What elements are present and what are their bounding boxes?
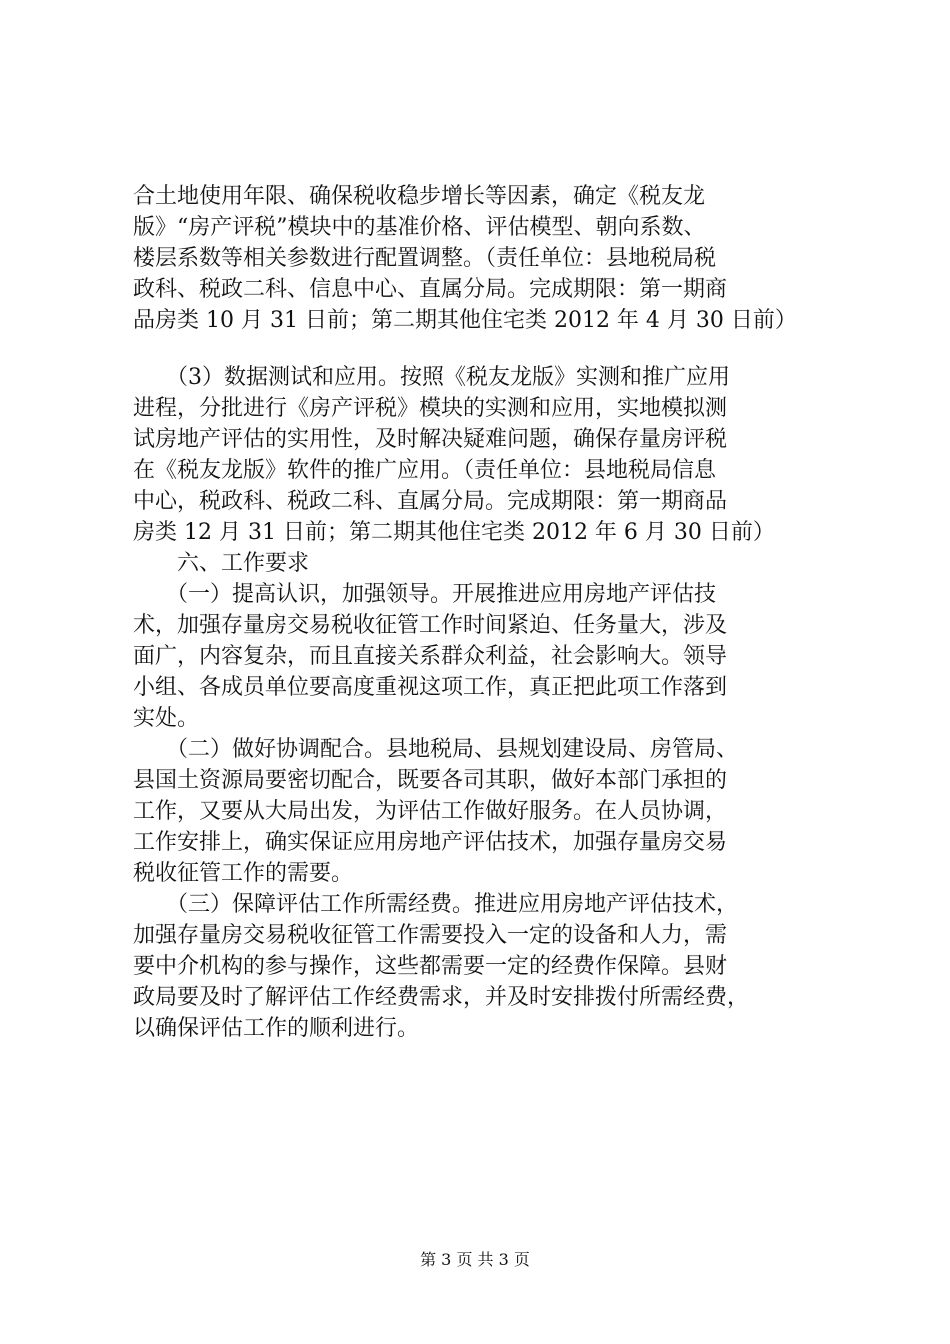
text-line: （二）做好协调配合。县地税局、县规划建设局、房管局、 [133, 737, 739, 762]
text-line: 进程，分批进行《房产评税》模块的实测和应用，实地模拟测 [133, 396, 728, 421]
section-heading: 六、工作要求 [133, 551, 310, 576]
text-line: 在《税友龙版》软件的推广应用。（责任单位：县地税局信息 [133, 458, 717, 483]
text-line: 税收征管工作的需要。 [133, 861, 354, 886]
text-line: 楼层系数等相关参数进行配置调整。（责任单位：县地税局税 [133, 246, 717, 271]
text-line: 县国土资源局要密切配合，既要各司其职，做好本部门承担的 [133, 768, 728, 793]
text-line: 实处。 [133, 706, 200, 731]
paragraph-block-1 [133, 181, 833, 336]
text-line: 小组、各成员单位要高度重视这项工作，真正把此项工作落到 [133, 675, 728, 700]
text-line: 版》“房产评税”模块中的基准价格、评估模型、朝向系数、 [133, 215, 706, 240]
text-line: （三）保障评估工作所需经费。推进应用房地产评估技术， [133, 892, 739, 917]
text-line: 试房地产评估的实用性，及时解决疑难问题，确保存量房评税 [133, 427, 728, 452]
text-line: 中心，税政科、税政二科、直属分局。完成期限：第一期商品 [133, 489, 728, 514]
text-line: 要中介机构的参与操作，这些都需要一定的经费作保障。县财 [133, 954, 728, 979]
text-line: 政局要及时了解评估工作经费需求，并及时安排拨付所需经费， [133, 985, 750, 1010]
text-line: 房类 12 月 31 日前；第二期其他住宅类 2012 年 6 月 30 日前） [133, 520, 775, 545]
paragraph-block-2 [133, 362, 833, 1044]
text-line: 加强存量房交易税收征管工作需要投入一定的设备和人力，需 [133, 923, 728, 948]
text-line: 工作安排上，确实保证应用房地产评估技术，加强存量房交易 [133, 830, 728, 855]
text-line: 品房类 10 月 31 日前；第二期其他住宅类 2012 年 4 月 30 日前） [133, 308, 797, 333]
text-line: 工作，又要从大局出发，为评估工作做好服务。在人员协调， [133, 799, 728, 824]
text-line: 合土地使用年限、确保税收稳步增长等因素，确定《税友龙 [133, 184, 706, 209]
text-line: （一）提高认识，加强领导。开展推进应用房地产评估技 [133, 582, 717, 607]
page-number-footer: 第 3 页 共 3 页 [420, 1250, 530, 1269]
text-line: 以确保评估工作的顺利进行。 [133, 1016, 420, 1041]
text-line: 术，加强存量房交易税收征管工作时间紧迫、任务量大，涉及 [133, 613, 728, 638]
text-line: 政科、税政二科、信息中心、直属分局。完成期限：第一期商 [133, 277, 728, 302]
text-line: 面广，内容复杂，而且直接关系群众利益，社会影响大。领导 [133, 644, 728, 669]
text-line: （3）数据测试和应用。按照《税友龙版》实测和推广应用 [133, 365, 730, 390]
